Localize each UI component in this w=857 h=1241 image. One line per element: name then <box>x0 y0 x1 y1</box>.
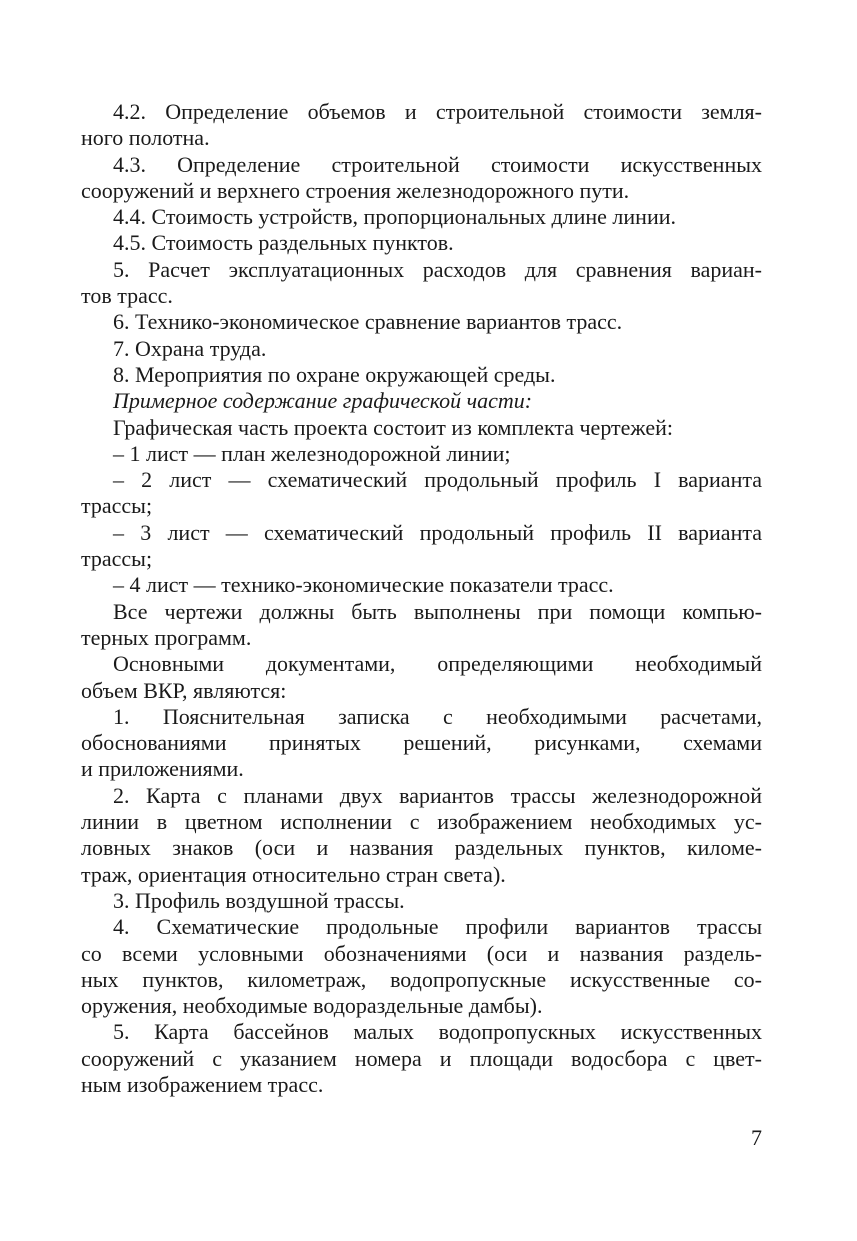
text-line: оружения, необходимые водораздельные дамбы). <box>81 993 543 1019</box>
text-line: – 1 лист — план железнодорожной линии; <box>113 440 511 466</box>
text-line: 6. Технико-экономическое сравнение вариантов трасс. <box>113 309 623 335</box>
text-line: – 2 лист — схематический продольный профиль I варианта <box>113 467 762 493</box>
text-line: ных пунктов, километраж, водопропускные искусственные со- <box>81 966 762 992</box>
text-line: Графическая часть проекта состоит из комплекта чертежей: <box>113 414 673 440</box>
text-line: трассы; <box>81 493 153 519</box>
text-line: – 3 лист — схематический продольный профиль II варианта <box>113 519 762 545</box>
text-line: тов трасс. <box>81 283 173 309</box>
text-line: ным изображением трасс. <box>81 1071 324 1097</box>
text-line: сооружений с указанием номера и площади водосбора с цвет- <box>81 1045 762 1071</box>
text-line: терных программ. <box>81 624 252 650</box>
text-line: объем ВКР, являются: <box>81 677 287 703</box>
text-line: сооружений и верхнего строения железнодорожного пути. <box>81 177 630 203</box>
text-line: траж, ориентация относительно стран света). <box>81 861 506 887</box>
text-line: 4.5. Стоимость раздельных пунктов. <box>113 230 454 256</box>
text-line: и приложениями. <box>81 756 244 782</box>
text-line: линии в цветном исполнении с изображением необходимых ус- <box>81 809 762 835</box>
document-page <box>81 99 762 1098</box>
text-line: 8. Мероприятия по охране окружающей среды. <box>113 361 556 387</box>
text-body <box>81 99 762 1098</box>
text-line: 5. Карта бассейнов малых водопропускных искусственных <box>113 1019 762 1045</box>
text-line: 4. Схематические продольные профили вариантов трассы <box>113 914 762 940</box>
text-line: Основными документами, определяющими необходимый <box>113 651 762 677</box>
section-subheading: Примерное содержание графической части: <box>113 388 533 414</box>
text-line: 5. Расчет эксплуатационных расходов для сравнения вариан- <box>113 256 762 282</box>
text-line: 2. Карта с планами двух вариантов трассы железнодорожной <box>113 782 762 808</box>
text-line: ного полотна. <box>81 125 210 151</box>
text-line: 7. Охрана труда. <box>113 335 267 361</box>
text-line: трассы; <box>81 546 153 572</box>
text-line: Все чертежи должны быть выполнены при помощи компью- <box>113 598 762 624</box>
text-line: 4.4. Стоимость устройств, пропорциональных длине линии. <box>113 204 676 230</box>
text-line: ловных знаков (оси и названия раздельных пунктов, киломе- <box>81 835 762 861</box>
text-line: – 4 лист — технико-экономические показатели трасс. <box>113 572 614 598</box>
text-line: со всеми условными обозначениями (оси и названия раздель- <box>81 940 762 966</box>
page-number: 7 <box>751 1125 762 1150</box>
text-line: 4.2. Определение объемов и строительной стоимости земля- <box>113 99 762 124</box>
text-line: 4.3. Определение строительной стоимости искусственных <box>113 151 762 177</box>
text-line: 3. Профиль воздушной трассы. <box>113 887 405 913</box>
text-line: обоснованиями принятых решений, рисунками, схемами <box>81 730 762 756</box>
text-line: 1. Пояснительная записка с необходимыми расчетами, <box>113 703 762 729</box>
